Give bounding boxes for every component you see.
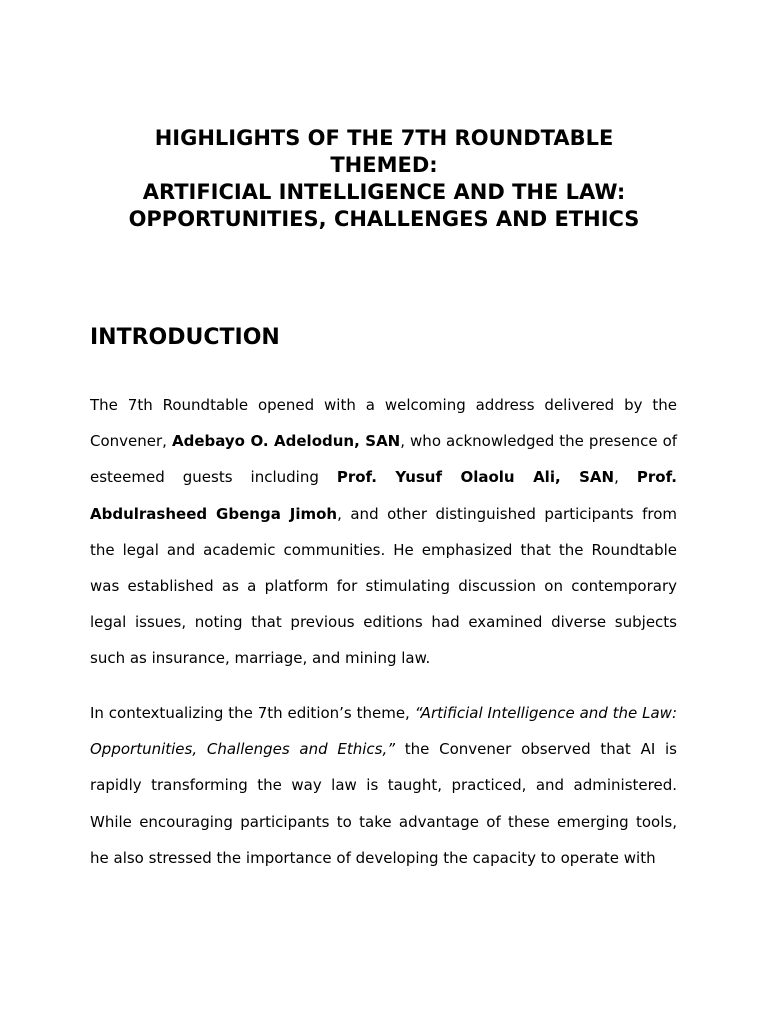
paragraph-1-text-3: , [614,468,637,487]
document-title [60,125,708,233]
paragraph-1-text-2: , who acknowledged the presence of esteemed guests including [90,432,678,487]
paragraph-1 [90,387,677,677]
theme-quote: “Artificial Intelligence and the Law: Opportunities, Challenges and Ethics,” [90,704,677,759]
paragraph-2 [90,695,677,876]
paragraph-2-text-1: In contextualizing the 7th edition’s theme, [90,704,415,722]
guest-name-2: Prof. Abdulrasheed Gbenga Jimoh [90,468,677,523]
paragraph-1-text-4: , and other distinguished participants from the legal and academic communities. He emphasized that the Roundtable was established as a platform for stimulating discussion on contemporary legal issues, noting that previous editions had examined diverse subjects such as insurance, marriage, and mining law. [90,504,677,668]
title-line-3: ARTIFICIAL INTELLIGENCE AND THE LAW: [142,180,626,204]
title-line-4: OPPORTUNITIES, CHALLENGES AND ETHICS [128,207,640,231]
convener-name: Adebayo O. Adelodun, SAN [171,432,401,451]
guest-name-1: Prof. Yusuf Olaolu Ali, SAN [336,468,615,487]
paragraph-1-text-1: The 7th Roundtable opened with a welcoming address delivered by the Convener, [90,396,677,451]
section-heading-introduction: INTRODUCTION [90,325,280,350]
paragraph-2-text-2: the Convener observed that AI is rapidly transforming the way law is taught, practiced, and administered. While encouraging participants to take advantage of these emerging tools, he also stressed the importance of developing the capacity to operate with [90,740,677,867]
title-line-1: HIGHLIGHTS OF THE 7TH ROUNDTABLE [154,126,614,150]
title-line-2: THEMED: [330,153,438,177]
